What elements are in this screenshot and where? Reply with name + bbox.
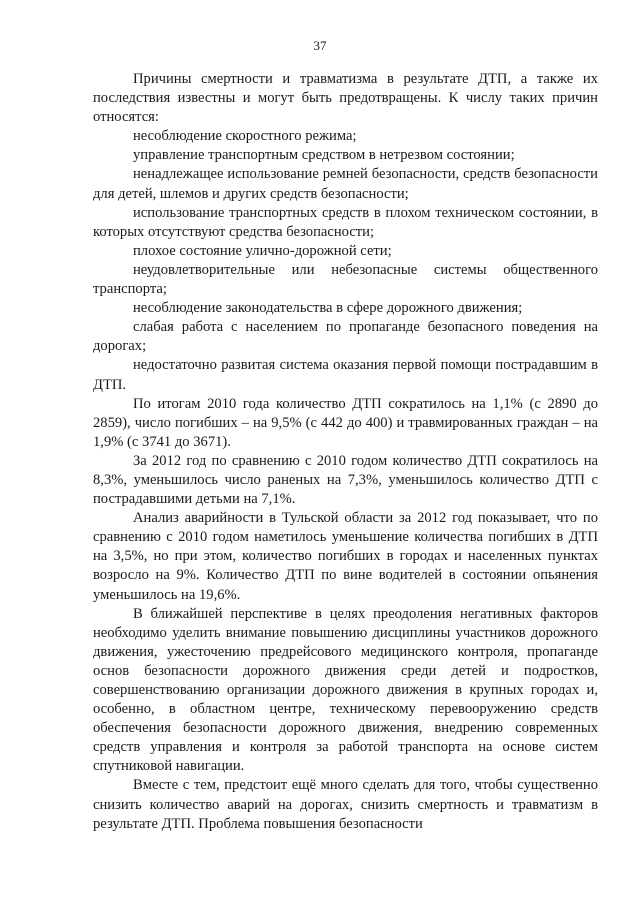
paragraph-near-term-plans: В ближайшей перспективе в целях преодоления негативных факторов необходимо уделить внимание повышению дисциплины участников дорожного движения, ужесточению предрейсового медицинского контроля, пропаганде основ безопасности дорожного движения среди детей и подростков, совершенствованию организации дорожного движения в крупных городах и, особенно, в областном центре, техническому перевооружению средств обеспечения безопасности дорожного движения, внедрению современных средств управления и контроля за работой транспорта на основе систем спутниковой навигации. <box>93 605 598 775</box>
list-item-first-aid: недостаточно развитая система оказания первой помощи пострадавшим в ДТП. <box>93 357 598 393</box>
paragraph-results-2010: По итогам 2010 года количество ДТП сократилось на 1,1% (с 2890 до 2859), число погибших – на 9,5% (с 442 до 400) и травмированных граждан – на 1,9% (с 3741 до 3671). <box>93 395 598 450</box>
list-item-public-outreach: слабая работа с населением по пропаганде безопасного поведения на дорогах; <box>93 319 598 355</box>
list-item-vehicle-condition: использование транспортных средств в плохом техническом состоянии, в которых отсутствуют средства безопасности; <box>93 204 598 240</box>
paragraph-results-2012: За 2012 год по сравнению с 2010 годом количество ДТП сократилось на 8,3%, уменьшилось число раненых на 7,3%, уменьшилось количество ДТП с пострадавшими детьми на 7,1%. <box>93 452 598 508</box>
paragraph-further-work: Вместе с тем, предстоит ещё много сделать для того, чтобы существенно снизить количество аварий на дорогах, снизить смертность и травматизм в результате ДТП. Проблема повышения безопасности <box>93 777 598 832</box>
list-item-speeding: несоблюдение скоростного режима; <box>133 128 357 145</box>
list-item-public-transport: неудовлетворительные или небезопасные системы общественного транспорта; <box>93 261 598 298</box>
page-number: 37 <box>313 38 327 53</box>
list-item-drunk-driving: управление транспортным средством в нетрезвом состоянии; <box>133 147 515 164</box>
list-item-legislation: несоблюдение законодательства в сфере дорожного движения; <box>133 300 523 317</box>
paragraph-causes-intro: Причины смертности и травматизма в результате ДТП, а также их последствия известны и могут быть предотвращены. К числу таких причин относятся: <box>93 71 598 126</box>
paragraph-tula-analysis: Анализ аварийности в Тульской области за 2012 год показывает, что по сравнению с 2010 годом наметилось уменьшение количества погибших в ДТП на 3,5%, но при этом, количество погибших в городах и населенных пунктах возросло на 9%. Количество ДТП по вине водителей в состоянии опьянения уменьшилось на 19,6%. <box>93 510 598 603</box>
list-item-road-network: плохое состояние улично-дорожной сети; <box>133 242 392 259</box>
list-item-safety-equipment: ненадлежащее использование ремней безопасности, средств безопасности для детей, шлемов и других средств безопасности; <box>93 166 598 202</box>
document-body <box>93 70 598 834</box>
